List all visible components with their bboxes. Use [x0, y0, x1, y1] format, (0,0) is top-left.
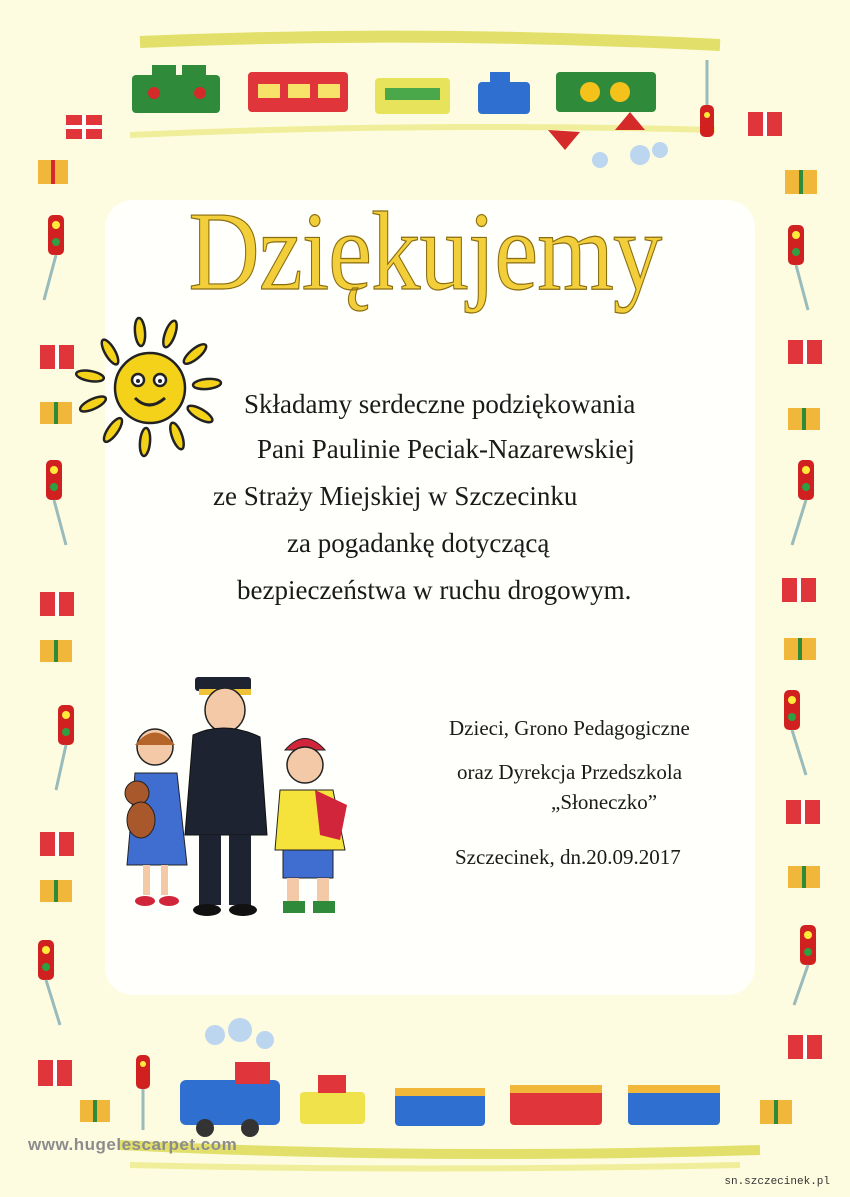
signature-line-3: „Słoneczko”: [551, 790, 658, 814]
officer-figure: [185, 677, 267, 916]
watermark-text: www.hugelescarpet.com: [28, 1135, 238, 1154]
sun-icon: [65, 312, 235, 462]
source-credit: sn.szczecinek.pl: [724, 1176, 830, 1188]
message-line-5: bezpieczeństwa w ruchu drogowym.: [237, 575, 632, 605]
wagon-blue-icon: [395, 1088, 485, 1126]
officer-children-illustration: [115, 665, 355, 935]
message-line-3: ze Straży Miejskiej w Szczecinku: [213, 481, 578, 511]
message-line-1: Składamy serdeczne podziękowania: [244, 389, 636, 419]
page-title: Dziękujemy: [188, 190, 662, 314]
signature-line-2: oraz Dyrekcja Przedszkola: [457, 760, 683, 784]
signature-line-1: Dzieci, Grono Pedagogiczne: [449, 716, 690, 740]
boy-figure: [275, 739, 347, 914]
locomotive-icon: [180, 1062, 280, 1137]
wagon-blue-icon: [628, 1085, 720, 1125]
girl-figure: [125, 729, 187, 906]
message-line-2: Pani Paulinie Peciak-Nazarewskiej: [257, 434, 635, 464]
wagon-yellow-icon: [300, 1075, 365, 1124]
place-date: Szczecinek, dn.20.09.2017: [455, 845, 681, 869]
traffic-light-icon: [136, 1055, 150, 1130]
wagon-red-icon: [510, 1085, 602, 1125]
message-line-4: za pogadankę dotyczącą: [287, 528, 550, 558]
